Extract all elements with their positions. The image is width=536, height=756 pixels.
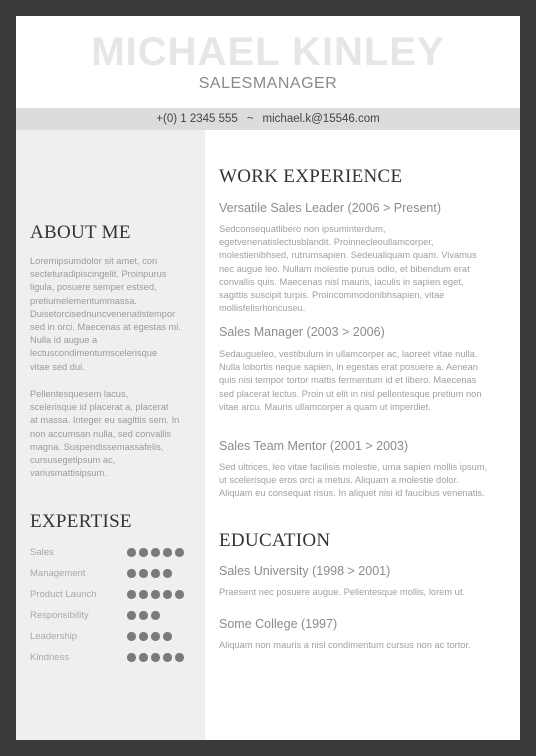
- job-line: Aliquam eu consequat risus. In aliquet nisi id faucibus venenatis.: [219, 488, 485, 499]
- about-line: lectuscondimentumscelerisque: [30, 348, 158, 359]
- rating-dot: [127, 611, 136, 620]
- rating-dot: [139, 590, 148, 599]
- job-line: ut scelerisque eros orci a metus. Aliquam a molestie dolor.: [219, 475, 459, 486]
- about-line: vitae sed dui.: [30, 361, 85, 372]
- about-line: secteturadipiscingelit. Proinpurus: [30, 269, 167, 280]
- rating-dot: [139, 548, 148, 557]
- skill-label: Responsibility: [30, 610, 89, 621]
- skill-label: Management: [30, 568, 86, 579]
- job-line: sagittis suscipit turpis. Proincommodonibhsapien, vitae: [219, 290, 445, 301]
- about-line: Loremipsumdolor sit amet, con: [30, 256, 158, 266]
- rating-dot: [163, 548, 172, 557]
- skill-row: [30, 546, 200, 562]
- rating-dot: [151, 569, 160, 578]
- about-line: sed in orci. Maecenas at egestas mi.: [30, 322, 181, 333]
- resume-page: [16, 16, 520, 740]
- about-line: variusmattisipsum.: [30, 468, 107, 479]
- skill-label: Leadership: [30, 631, 78, 642]
- contact-bar: [16, 108, 520, 130]
- about-line: Duisetorcisednuncvenenatistempor: [30, 308, 176, 319]
- job-description: [219, 461, 511, 501]
- rating-dot: [139, 611, 148, 620]
- work-experience-heading: WORK EXPERIENCE: [219, 166, 403, 187]
- rating-dot: [127, 632, 136, 641]
- rating-dot: [175, 653, 184, 662]
- education-title: Some College (1997): [219, 617, 338, 631]
- rating-dot: [151, 632, 160, 641]
- rating-dot: [127, 653, 136, 662]
- job-line: Sedconsequatlibero non ipsuminterdum,: [219, 224, 386, 234]
- about-line: scelerisque id placerat a, placerat: [30, 402, 169, 413]
- rating-dot: [163, 632, 172, 641]
- skill-row: [30, 567, 200, 583]
- rating-dot: [151, 611, 160, 620]
- job-line: Sedaugueleo, vestibulum in ullamcorper ac, laoreet vitae nulla.: [219, 349, 478, 359]
- skill-rating: [127, 611, 163, 621]
- skill-row: [30, 630, 200, 646]
- education-heading: EDUCATION: [219, 530, 331, 551]
- about-line: cursusegetipsum ac,: [30, 455, 116, 466]
- rating-dot: [175, 548, 184, 557]
- job-line: egetvenenatislectusblandit. Proinnecleoullamcorper,: [219, 237, 434, 248]
- phone-number: +(0) 1 2345 555: [156, 113, 238, 125]
- job-line: vitae arcu. Mauris ullamcorper a quam ut imperdiet.: [219, 401, 431, 412]
- job-line: nec augue leo. Nullam molestie purus odio, et bibendum erat: [219, 263, 470, 274]
- rating-dot: [139, 569, 148, 578]
- sidebar: [16, 130, 205, 740]
- about-heading: ABOUT ME: [30, 222, 131, 243]
- candidate-name: MICHAEL KINLEY: [91, 30, 445, 74]
- about-line: Pellentesquesem lacus,: [30, 389, 129, 399]
- rating-dot: [127, 569, 136, 578]
- job-title: SALESMANAGER: [198, 75, 338, 92]
- rating-dot: [163, 653, 172, 662]
- email-address[interactable]: michael.k@15546.com: [262, 113, 380, 125]
- skill-label: Product Launch: [30, 589, 97, 600]
- skill-rating: [127, 569, 175, 579]
- job-line: Nulla lobortis neque sapien, in egestas erat posuere a. Aenean: [219, 362, 478, 373]
- job-line: Sed ultrices, leo vitae facilisis molestie, urna sapien mollis ipsum,: [219, 462, 488, 472]
- skill-rating: [127, 632, 175, 642]
- skill-row: [30, 588, 200, 604]
- rating-dot: [139, 632, 148, 641]
- job-line: molestienibhsed, rutrumsapien. Sedeualiquam quam. Vivamus: [219, 250, 477, 261]
- skill-rating: [127, 590, 187, 600]
- skill-row: [30, 651, 200, 667]
- rating-dot: [139, 653, 148, 662]
- about-line: non accumsan nulla, sed convallis: [30, 428, 172, 439]
- job-description: [219, 348, 511, 414]
- expertise-heading: EXPERTISE: [30, 511, 132, 532]
- main-column: [205, 130, 520, 740]
- education-title: Sales University (1998 > 2001): [219, 564, 391, 578]
- job-line: sed placerat lectus. Proin ut elit in nisl pellentesque pretium non: [219, 388, 482, 399]
- job-description: [219, 223, 511, 315]
- about-line: at massa. Integer eu sagittis sem. In: [30, 415, 180, 426]
- education-description: Aliquam non mauris a nisl condimentum cursus non ac tortor.: [219, 640, 471, 650]
- rating-dot: [175, 590, 184, 599]
- rating-dot: [163, 590, 172, 599]
- job-line: convallis quis. Maecenas nisl mauris, iaculis in sapien eget,: [219, 276, 464, 287]
- rating-dot: [127, 548, 136, 557]
- rating-dot: [151, 548, 160, 557]
- education-description: Praesent nec posuere augue. Pellentesque mollis, lorem ut.: [219, 587, 465, 597]
- about-line: Nulla id augue a: [30, 335, 98, 346]
- about-paragraph-2: [30, 388, 202, 480]
- job-line: mollisfelisrhoncuseu.: [219, 303, 306, 314]
- about-paragraph-1: [30, 255, 202, 374]
- rating-dot: [127, 590, 136, 599]
- about-line: ligula, posuere semper estsed,: [30, 282, 157, 293]
- about-line: pretiumelementummassa.: [30, 295, 137, 306]
- job-line: quis nisi tempor tortor mattis fermentum id et libero. Maecenas: [219, 375, 477, 386]
- job-title-entry: Versatile Sales Leader (2006 > Present): [219, 201, 442, 215]
- about-line: magna. Suspendissemassafelis,: [30, 441, 164, 452]
- job-title-entry: Sales Manager (2003 > 2006): [219, 325, 385, 339]
- skill-row: [30, 609, 200, 625]
- job-title-entry: Sales Team Mentor (2001 > 2003): [219, 439, 409, 453]
- skill-label: Kindness: [30, 652, 70, 663]
- rating-dot: [151, 590, 160, 599]
- skill-label: Sales: [30, 547, 54, 558]
- rating-dot: [163, 569, 172, 578]
- skill-rating: [127, 653, 187, 663]
- contact-separator: ~: [246, 113, 254, 125]
- resume-header: [16, 16, 520, 108]
- rating-dot: [151, 653, 160, 662]
- skill-rating: [127, 548, 187, 558]
